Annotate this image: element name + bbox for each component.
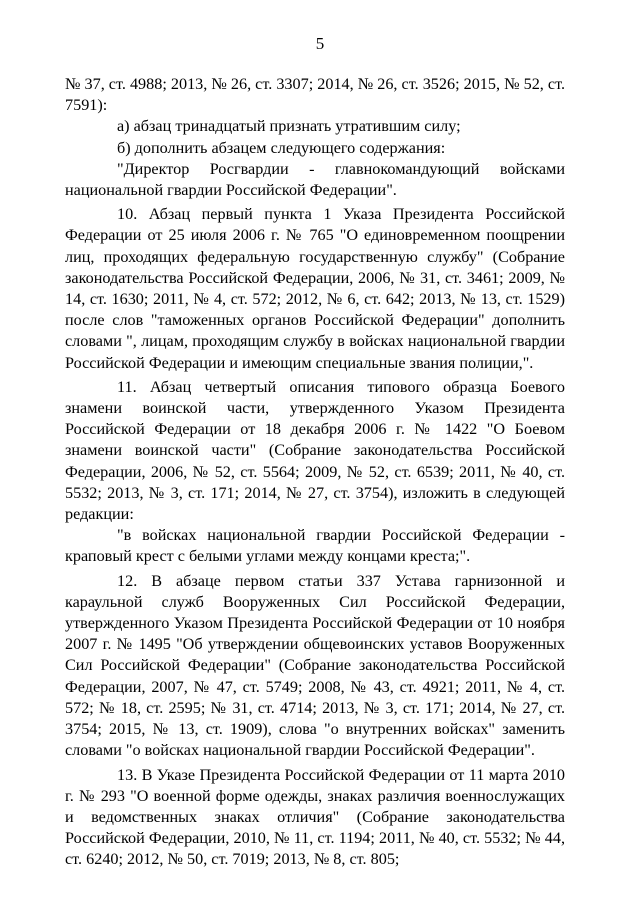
paragraph-13: 13. В Указе Президента Российской Федерации от 11 марта 2010 г. № 293 "О военной форме одежды, знаках различия военнослужащих и ведомственных знаках отличия" (Собрание законодательства Российской Федерации, 2010, № 11, ст. 1194; 2011, № 40, ст. 5532; № 44, ст. 6240; 2012, № 50, ст. 7019; 2013, № 8, ст. 805; bbox=[65, 765, 565, 869]
document-body bbox=[65, 74, 565, 871]
paragraph-11: 11. Абзац четвертый описания типового образца Боевого знамени воинской части, утвержденного Указом Президента Российской Федерации от 18 декабря 2006 г. № 1422 "О Боевом знамени воинской части" (Собрание законодательства Российской Федерации, 2006, № 52, ст. 5564; 2009, № 52, ст. 6539; 2011, № 40, ст. 5532; 2013, № 3, ст. 171; 2014, № 27, ст. 3754), изложить в следующей редакции: bbox=[65, 377, 565, 524]
paragraph-item-b: б) дополнить абзацем следующего содержания: bbox=[117, 138, 446, 157]
page-number: 5 bbox=[315, 34, 325, 53]
paragraph-quote-banner: "в войсках национальной гвардии Российской Федерации - краповый крест с белыми углами между концами креста;". bbox=[65, 526, 565, 566]
paragraph-quote-director: "Директор Росгвардии - главнокомандующий войсками национальной гвардии Российской Федерации". bbox=[65, 159, 565, 200]
paragraph-item-a: а) абзац тринадцатый признать утратившим силу; bbox=[117, 117, 461, 136]
paragraph-10: 10. Абзац первый пункта 1 Указа Президента Российской Федерации от 25 июля 2006 г. № 765 "О единовременном поощрении лиц, проходящих федеральную государственную службу" (Собрание законодательства Российской Федерации, 2006, № 31, ст. 3461; 2009, № 14, ст. 1630; 2011, № 4, ст. 572; 2012, № 6, ст. 642; 2013, № 13, ст. 1529) после слов "таможенных органов Российской Федерации" дополнить словами ", лицам, проходящим службу в войсках национальной гвардии Российской Федерации и имеющим специальные звания полиции,". bbox=[65, 205, 565, 372]
paragraph-continuation: № 37, ст. 4988; 2013, № 26, ст. 3307; 2014, № 26, ст. 3526; 2015, № 52, ст. 7591): bbox=[65, 75, 565, 115]
paragraph-12: 12. В абзаце первом статьи 337 Устава гарнизонной и караульной служб Вооруженных Сил Российской Федерации, утвержденного Указом Президента Российской Федерации от 10 ноября 2007 г. № 1495 "Об утверждении общевоинских уставов Вооруженных Сил Российской Федерации" (Собрание законодательства Российской Федерации, 2007, № 47, ст. 5749; 2008, № 43, ст. 4921; 2011, № 4, ст. 572; № 18, ст. 2595; № 31, ст. 4714; 2013, № 3, ст. 171; 2014, № 27, ст. 3754; 2015, № 13, ст. 1909), слова "о внутренних войсках" заменить словами "о войсках национальной гвардии Российской Федерации". bbox=[65, 571, 565, 760]
